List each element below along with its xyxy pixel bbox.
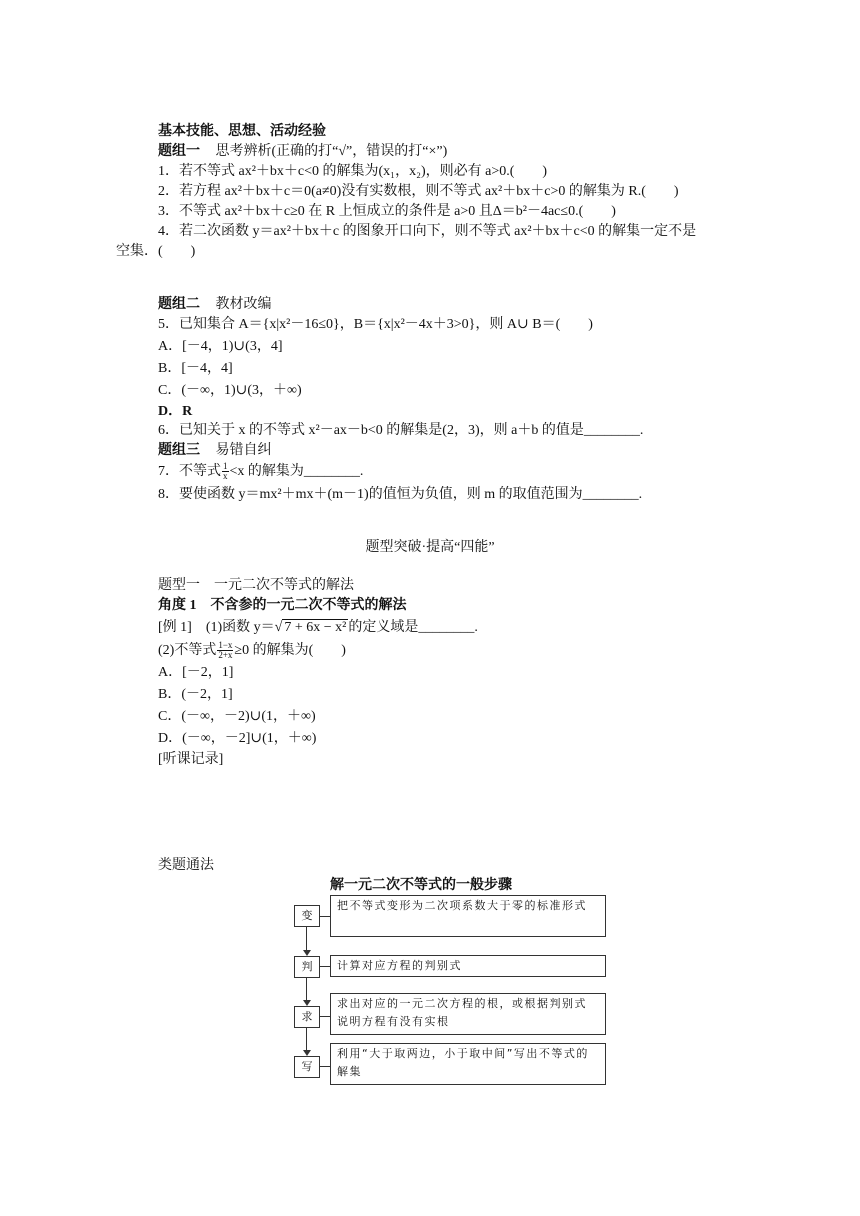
type-1-heading: 题型一 一元二次不等式的解法 (158, 578, 354, 593)
example-1-suffix: 的定义域是________. (348, 620, 478, 636)
step-write-description: 利用“大于取两边，小于取中间”写出不等式的解集 (330, 1043, 606, 1085)
section-heading: 基本技能、思想、活动经验 (158, 124, 326, 139)
step-transform-description: 把不等式变形为二次项系数大于零的标准形式 (330, 895, 606, 937)
group3-header (158, 441, 272, 461)
step-solve-box: 求 (294, 1006, 320, 1028)
section2-title: 题型突破·提高“四能” (365, 540, 495, 555)
example-option-d: D．(－∞，－2]∪(1，＋∞) (158, 731, 317, 746)
question-4-line2: 空集．( ) (116, 244, 196, 259)
fraction-denominator: 2+x (218, 650, 233, 661)
connector-line (319, 1016, 330, 1017)
step-judge-description: 计算对应方程的判别式 (330, 955, 606, 977)
example-option-c: C．(－∞，－2)∪(1，＋∞) (158, 709, 316, 724)
flow-arrow-line (306, 978, 307, 1002)
question-7-fraction (222, 462, 229, 481)
group2-title: 教材改编 (215, 297, 272, 312)
lecture-notes-label: [听课记录] (158, 752, 224, 767)
question-2: 2．若方程 ax²＋bx＋c＝0(a≠0)没有实数根，则不等式 ax²＋bx＋c>0 的解集为 R.( ) (158, 184, 679, 199)
step-solve-description: 求出对应的一元二次方程的根，或根据判别式说明方程有没有实根 (330, 993, 606, 1035)
angle-1-heading: 角度 1 不含参的一元二次不等式的解法 (158, 598, 407, 613)
step-judge-box: 判 (294, 956, 320, 978)
question-3: 3．不等式 ax²＋bx＋c≥0 在 R 上恒成立的条件是 a>0 且Δ＝b²－4ac≤0.( ) (158, 204, 616, 219)
question-5-option-d: D．R (158, 404, 193, 419)
question-4-line1: 4．若二次函数 y＝ax²＋bx＋c 的图象开口向下，则不等式 ax²＋bx＋c<0 的解集一定不是 (158, 224, 697, 239)
question-7-suffix: <x 的解集为________. (229, 464, 364, 479)
step-write-box: 写 (294, 1056, 320, 1078)
question-1: 1．若不等式 ax²＋bx＋c<0 的解集为(x₁，x₂)，则必有 a>0.( ) (158, 164, 548, 179)
connector-line (319, 1066, 330, 1067)
question-5: 5．已知集合 A＝{x|x²－16≤0}，B＝{x|x²－4x＋3>0}，则 A∪ B＝( ) (158, 317, 593, 332)
flowchart-title: 解一元二次不等式的一般步骤 (330, 877, 512, 893)
fraction-numerator: 1 (223, 461, 228, 472)
example-1-prefix: [例 1] (1)函数 y＝ (158, 620, 275, 636)
question-8: 8．要使函数 y＝mx²＋mx＋(m－1)的值恒为负值，则 m 的取值范围为________. (158, 487, 643, 502)
group2-header (158, 295, 272, 315)
flow-arrow-line (306, 927, 307, 951)
square-root: √ 7 + 6x − x² (274, 620, 347, 635)
fraction-denominator: x (223, 471, 228, 482)
example-option-b: B．(－2，1] (158, 687, 233, 702)
example-option-a: A．[－2，1] (158, 665, 234, 680)
group1-title: 思考辨析(正确的打“√”，错误的打“×”) (215, 144, 448, 159)
example-1-part2 (158, 641, 346, 661)
group3-label: 题组三 (158, 443, 200, 458)
group3-title: 易错自纠 (215, 443, 272, 458)
example-2-prefix: (2)不等式 (158, 643, 217, 658)
group2-label: 题组二 (158, 297, 200, 312)
fraction-numerator: 1−x (218, 640, 233, 651)
example-2-suffix: ≥0 的解集为( ) (234, 643, 346, 658)
question-5-option-c: C．(－∞，1)∪(3，＋∞) (158, 383, 302, 398)
connector-line (319, 916, 330, 917)
general-method-label: 类题通法 (158, 858, 214, 873)
question-7-prefix: 7．不等式 (158, 464, 221, 479)
question-7 (158, 462, 363, 482)
example-2-fraction (217, 641, 233, 660)
question-6: 6．已知关于 x 的不等式 x²－ax－b<0 的解集是(2，3)，则 a＋b 的值是________. (158, 423, 644, 438)
connector-line (319, 966, 330, 967)
flow-arrow-line (306, 1028, 307, 1052)
question-5-option-b: B．[－4，4] (158, 361, 233, 376)
step-transform-box: 变 (294, 905, 320, 927)
question-5-option-a: A．[－4，1)∪(3，4] (158, 339, 283, 354)
radicand: 7 + 6x − x² (284, 620, 347, 635)
group1-header (158, 142, 447, 162)
group1-label: 题组一 (158, 144, 200, 159)
example-1-part1 (158, 618, 478, 638)
